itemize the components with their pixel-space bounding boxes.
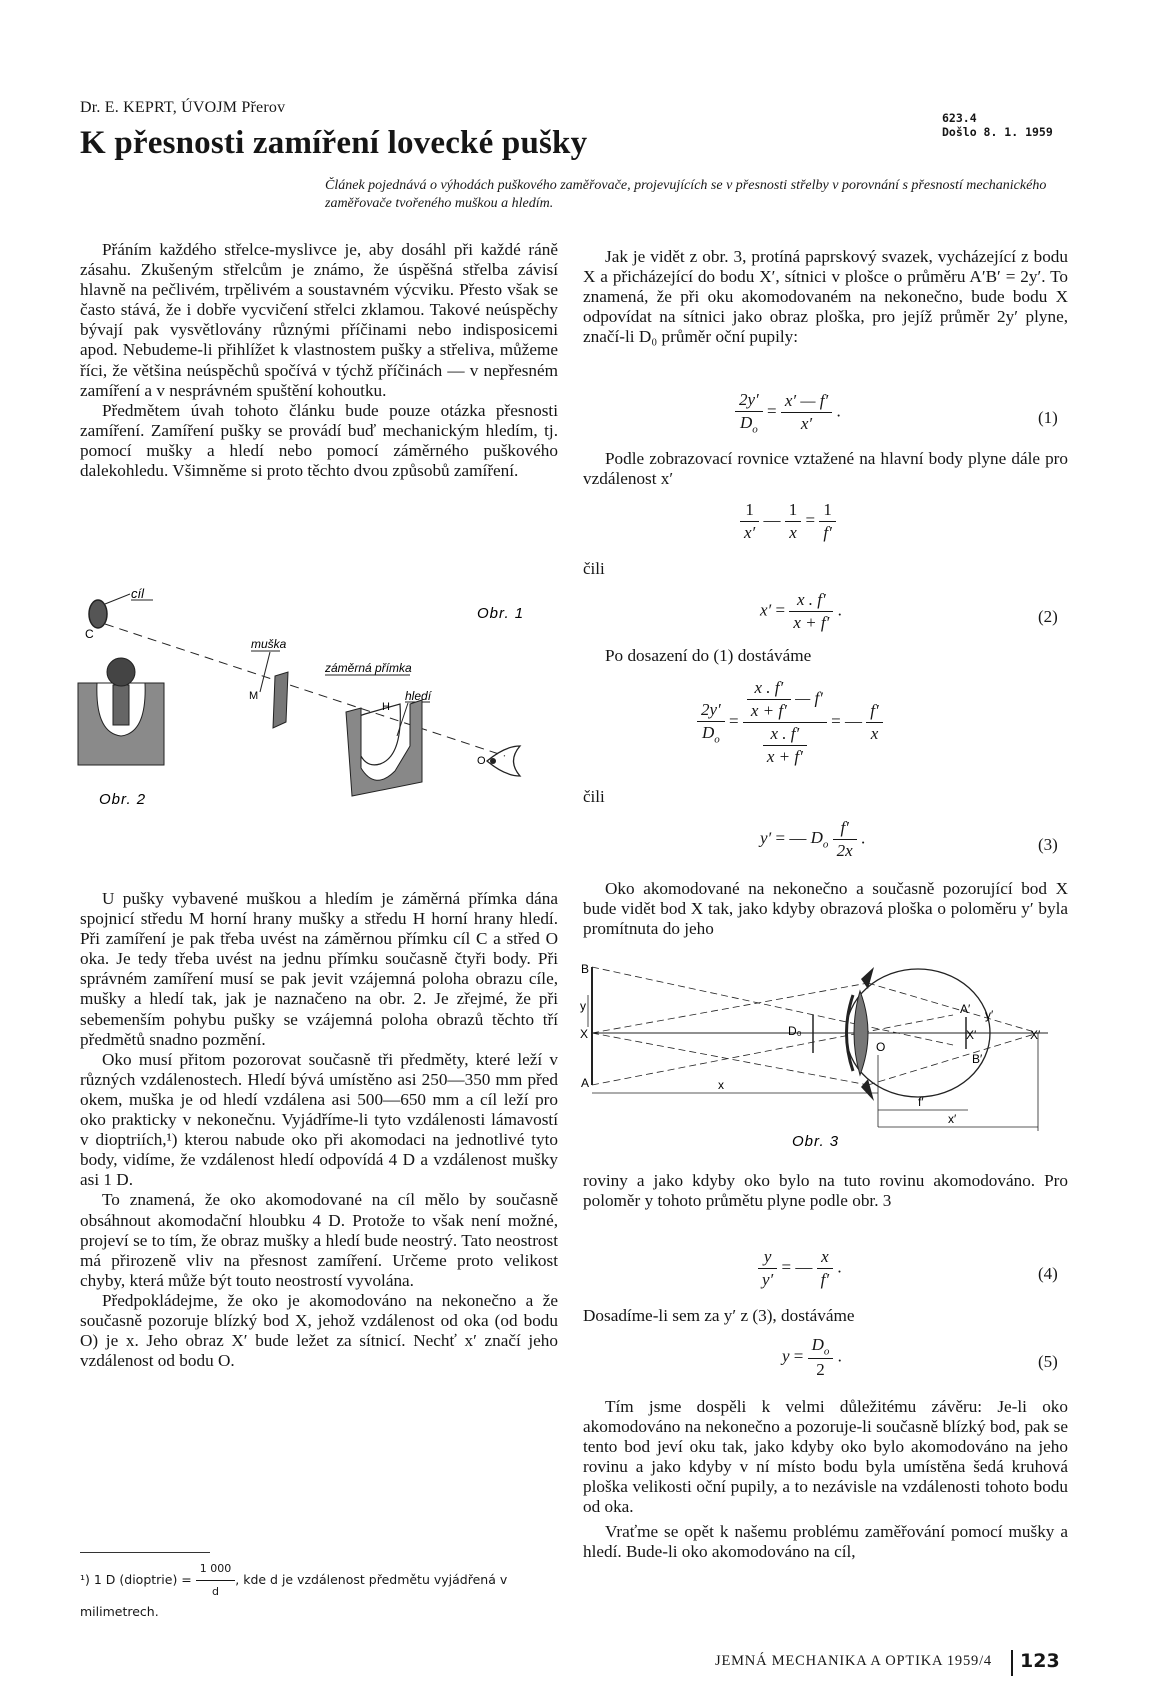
front-sight-shape bbox=[273, 672, 288, 728]
paragraph: Jak je vidět z obr. 3, protíná paprskový svazek, vycházející z bodu X a přicházející do bodu X′, sítnici v plošce o průměru A′B′ = 2y′. To znamená, že při oku akomodovaném na nekonečno, bude bodu X odpovídat na sítnici jako obraz ploška, pro jejíž průměr 2y′ plyne, značí-li D₀ průměr oční pupily: bbox=[583, 247, 1068, 347]
target-shape bbox=[89, 600, 107, 628]
label-y-prime: y′ bbox=[985, 1008, 994, 1022]
label-y: y bbox=[580, 999, 586, 1013]
right-p6 bbox=[583, 1306, 1068, 1326]
eye-lens bbox=[854, 991, 868, 1075]
fig2-label: Obr. 2 bbox=[99, 791, 147, 808]
equation-2: x′ = $\frac{x . f'}{x + f'}$ . bbox=[760, 590, 842, 632]
cili-2: čili bbox=[583, 787, 605, 806]
fig3-label: Obr. 3 bbox=[792, 1133, 840, 1150]
journal-name: JEMNÁ MECHANIKA A OPTIKA 1959/4 bbox=[715, 1653, 992, 1669]
equation-substituted: $\frac{2y'}{D_o}$ = $\frac{x . f'}{x + f'}$ — f′ $\frac{x . f'}{x + f'}$ = — $\frac{f'}{x}$ bbox=[697, 678, 883, 767]
label-cil: cíl bbox=[131, 586, 144, 601]
footnote-mark: ¹) 1 D (dioptrie) = bbox=[80, 1572, 192, 1587]
article-meta bbox=[942, 111, 1053, 139]
abstract: Článek pojednává o výhodách puškového zaměřovače, projevujících se v přesnosti střelby v porovnání s přesností mechanického zaměřovače tvořeného muškou a hledím. bbox=[325, 178, 1047, 211]
footer-separator bbox=[1011, 1650, 1013, 1676]
equation-5-number: (5) bbox=[1038, 1352, 1058, 1371]
equation-1-number: (1) bbox=[1038, 408, 1058, 427]
paragraph: Přáním každého střelce-myslivce je, aby dosáhl při každé ráně zásahu. Zkušeným střelcům je známo, že úspěšná střelba závisí hlavně na pečlivém, trpělivém a soustavném výcviku. Přesto však se často stává, že i dobře vycvičení střelci zklamou. Takové neúspěchy bývají pak vysvětlovány různými příčinami nebo indisposicemi apod. Nebudeme-li přihlížet k vlastnostem pušky a střeliva, můžeme říci, že většina neúspěchů spočívá v týchž příčinách — v nepřesném zamíření a v nesprávném spuštění kohoutku. bbox=[80, 240, 558, 400]
footnote bbox=[80, 1552, 558, 1622]
equation-5: y = $\frac{D_o}{2}$ . bbox=[782, 1335, 842, 1380]
label-muska: muška bbox=[251, 637, 287, 651]
paragraph: To znamená, že oko akomodované na cíl mělo by současně obsáhnout akomodační hloubku 4 D. Protože to však není možné, projeví se to tím, že obraz mušky a hledí bude neostrý. Tato neostrost má přirozeně vliv na přesnost zamíření. Určeme proto velikost chyby, která může být touto neostrostí vyvolána. bbox=[80, 1190, 558, 1290]
paragraph: Podle zobrazovací rovnice vztažené na hlavní body plyne dále pro vzdálenost x′ bbox=[583, 449, 1068, 489]
right-p7-p8 bbox=[583, 1397, 1068, 1562]
label-A: A bbox=[581, 1076, 590, 1090]
label-D: D₀ bbox=[788, 1024, 802, 1038]
label-c: C bbox=[85, 627, 94, 641]
label-h: H bbox=[382, 701, 390, 713]
footnote-rest: , kde d je vzdálenost předmětu vyjádřená v milimetrech. bbox=[80, 1572, 508, 1619]
footnote-den: d bbox=[212, 1585, 219, 1598]
left-column-bottom bbox=[80, 889, 558, 1371]
paragraph: roviny a jako kdyby oko bylo na tuto rovinu akomodováno. Pro poloměr y tohoto průmětu plyne podle obr. 3 bbox=[583, 1171, 1068, 1211]
label-hledi: hledí bbox=[405, 689, 432, 703]
label-primka: záměrná přímka bbox=[325, 661, 412, 675]
label-B: B bbox=[581, 962, 590, 976]
rear-sight-shape bbox=[346, 700, 422, 796]
received-date: Došlo 8. 1. 1959 bbox=[942, 125, 1053, 139]
left-column-top bbox=[80, 240, 558, 481]
label-m: M bbox=[249, 690, 259, 702]
paragraph: Dosadíme-li sem za y′ z (3), dostáváme bbox=[583, 1306, 855, 1325]
sight-line bbox=[105, 624, 505, 756]
paragraph: Vraťme se opět k našemu problému zaměřování pomocí mušky a hledí. Bude-li oko akomodováno na cíl, bbox=[583, 1521, 1068, 1561]
label-o: O bbox=[477, 755, 486, 767]
paragraph: Oko musí přitom pozorovat současně tři předměty, které leží v různých vzdálenostech. Hledí bývá umístěno asi 250—350 mm před okem, muška je od hledí vzdálena asi 500—650 mm a cíl leží pro oko prakticky v nekonečnu. Vyjádříme-li tyto vzdálenosti lámavostí v dioptriích,¹) kterou nabude oko při akomodaci na jednotlivé tyto body, vidíme, že vzdálenost hledí odpovídá 4 D a vzdálenost mušky asi 1 D. bbox=[80, 1049, 558, 1190]
label-A-prime: A′ bbox=[960, 1002, 971, 1016]
label-X-prime: X′ bbox=[966, 1028, 977, 1042]
label-B-prime: B′ bbox=[972, 1052, 983, 1066]
cili-1: čili bbox=[583, 559, 605, 578]
figure-1-2 bbox=[75, 586, 565, 876]
right-p1 bbox=[583, 247, 1068, 347]
page-number: 123 bbox=[1020, 1650, 1060, 1672]
fig2-target bbox=[107, 658, 135, 686]
equation-1: $\frac{2y'}{D_o}$ = $\frac{x' — f'}{x'}$ . bbox=[735, 390, 841, 435]
classification-code: 623.4 bbox=[942, 111, 977, 125]
equation-4-number: (4) bbox=[1038, 1264, 1058, 1283]
figure-3 bbox=[578, 955, 1073, 1150]
label-x: x bbox=[718, 1078, 724, 1092]
author-line: Dr. E. KEPRT, ÚVOJM Přerov bbox=[80, 99, 286, 116]
paragraph: Tím jsme dospěli k velmi důležitému závěru: Je-li oko akomodováno na nekonečno a pozoruje-li současně blízký bod, pak se tento bod jeví oku tak, jako kdyby oko bylo akomodováno na jeho rovinu a jako kdyby v ní místo bodu byla umístěna šedá kruhová ploška velikosti oční pupily, a to nezávisle na vzdálenosti tohoto bodu od oka. bbox=[583, 1397, 1068, 1517]
equation-4: $\frac{y}{y'}$ = — $\frac{x}{f'}$ . bbox=[758, 1247, 842, 1290]
footnote-num: 1 000 bbox=[196, 1559, 236, 1581]
article-title: K přesnosti zamíření lovecké pušky bbox=[80, 125, 588, 161]
right-p5 bbox=[583, 1171, 1068, 1211]
label-x-prime: x′ bbox=[948, 1112, 957, 1126]
right-p2 bbox=[583, 449, 1068, 489]
paragraph: Předmětem úvah tohoto článku bude pouze otázka přesnosti zamíření. Zamíření pušky se provádí buď mechanickým hledím, tj. pomocí mušky a hledí nebo pomocí záměrného puškového dalekohledu. Všimněme si proto těchto dvou způsobů zamíření. bbox=[80, 400, 558, 481]
equation-3-number: (3) bbox=[1038, 835, 1058, 854]
paragraph: Oko akomodované na nekonečno a současně pozorující bod X bude vidět bod X tak, jako kdyby obrazová ploška o poloměru y′ byla promítnuta do jeho bbox=[583, 879, 1068, 939]
equation-3: y′ = — $D_o$ $\frac{f'}{2x}$ . bbox=[760, 818, 866, 860]
paragraph: Po dosazení do (1) dostáváme bbox=[605, 646, 812, 665]
fig1-label: Obr. 1 bbox=[477, 605, 525, 622]
paragraph: U pušky vybavené muškou a hledím je záměrná přímka dána spojnicí středu M horní hrany mušky a středu H horní hrany hledí. Při zamíření je pak třeba uvést na záměrnou přímku cíl C a střed O oka. Je tedy třeba uvést na jednu přímku současně čtyři body. Při správném zamíření musí se pak jevit vzájemná poloha obrazu cíle, mušky a hledí tak, jak je naznačeno na obr. 2. Je zřejmé, že při sebemenším pohybu pušky se vzájemná poloha obrazů těchto tří předmětů snadno pozmění. bbox=[80, 889, 558, 1049]
right-p4 bbox=[583, 879, 1068, 939]
fig2-front-sight bbox=[113, 685, 129, 725]
equation-2-number: (2) bbox=[1038, 607, 1058, 626]
label-X-prime-far: X′ bbox=[1030, 1028, 1041, 1042]
label-f-prime: f′ bbox=[918, 1095, 924, 1109]
paragraph: Předpokládejme, že oko je akomodováno na nekonečno a že současně pozoruje blízký bod X, jehož vzdálenost od oka (od bodu O) je x. Jeho obraz X′ bude ležet za sítnicí. Nechť x′ značí jeho vzdálenost od bodu O. bbox=[80, 1290, 558, 1371]
label-X: X bbox=[580, 1027, 589, 1041]
right-p3 bbox=[605, 646, 1090, 666]
label-O: O bbox=[876, 1040, 886, 1054]
equation-lens: $\frac{1}{x'}$ — $\frac{1}{x}$ = $\frac{1}{f'}$ bbox=[740, 500, 836, 543]
